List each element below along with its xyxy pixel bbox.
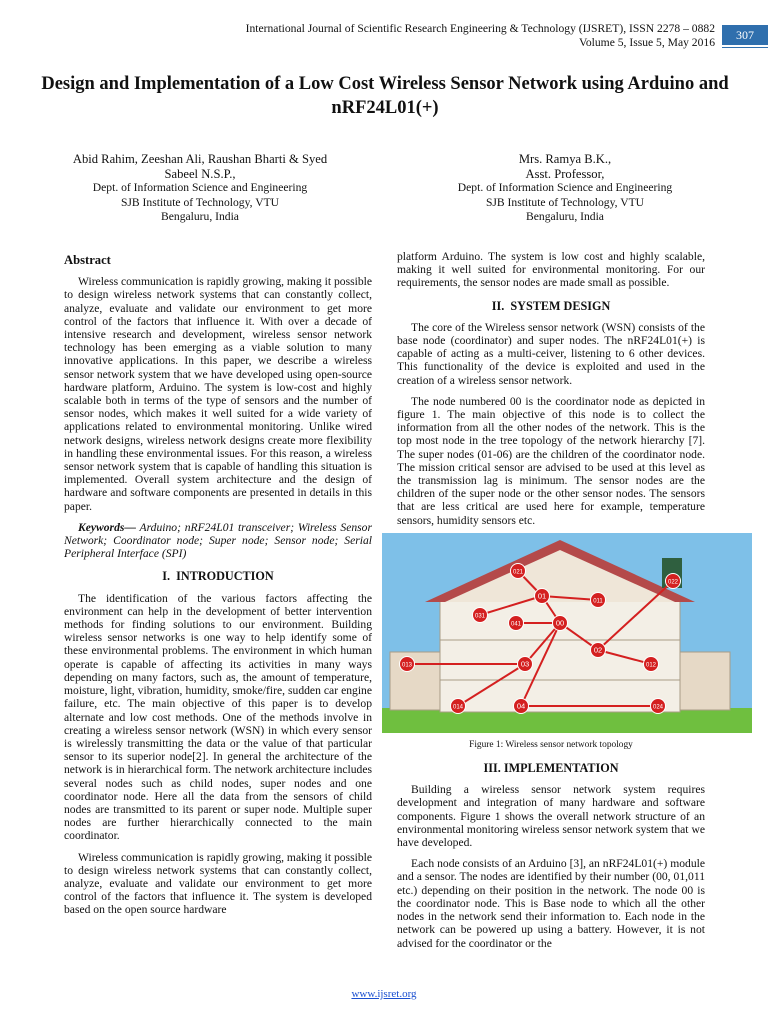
running-header xyxy=(140,22,715,50)
author-block-left xyxy=(40,152,360,225)
keywords xyxy=(64,521,372,561)
author-city: Bengaluru, India xyxy=(161,210,239,223)
node-label-01: 01 xyxy=(537,591,547,601)
author-city: Bengaluru, India xyxy=(526,210,604,223)
node-label-03: 03 xyxy=(520,659,530,669)
author-dept: Dept. of Information Science and Engineering xyxy=(457,181,673,194)
keywords-label: Keywords— xyxy=(78,520,136,534)
node-label-014: 014 xyxy=(452,704,464,711)
node-label-013: 013 xyxy=(401,662,413,669)
journal-name: International Journal of Scientific Research Engineering & Technology (IJSRET), ISSN 2278 – 0882 xyxy=(245,22,715,35)
journal-url-link[interactable]: www.ijsret.org xyxy=(351,988,417,1000)
node-label-024: 024 xyxy=(652,704,664,711)
node-label-041: 041 xyxy=(510,621,522,628)
keywords-text: Arduino; nRF24L01 transceiver; Wireless Sensor Network; Coordinator node; Super node; Sensor node; Serial Peripheral Interface (SPI) xyxy=(64,520,372,561)
section-heading-system-design: II. SYSTEM DESIGN xyxy=(491,298,611,313)
section-heading-introduction: I. INTRODUCTION xyxy=(162,569,274,584)
author-names-line1: Abid Rahim, Zeeshan Ali, Raushan Bharti & Syed xyxy=(72,152,328,166)
author-dept: Dept. of Information Science and Engineering xyxy=(92,181,308,194)
journal-volume: Volume 5, Issue 5, May 2016 xyxy=(578,36,715,49)
node-label-012: 012 xyxy=(645,662,657,669)
header-rule xyxy=(722,47,768,48)
introduction-paragraph-2: Wireless communication is rapidly growing, making it possible to design wireless network systems that can constantly collect, analyze, evaluate and validate our environment to get more control of the factors that influence it. The system is developed based on the open source hardware xyxy=(64,850,372,917)
left-column xyxy=(64,250,372,917)
side-wing-left xyxy=(390,652,440,710)
author-block-right xyxy=(410,152,720,225)
node-label-022: 022 xyxy=(667,579,679,586)
right-column xyxy=(397,250,705,950)
wsn-topology-figure xyxy=(382,533,752,733)
figure-caption: Figure 1: Wireless sensor network topology xyxy=(469,739,633,750)
node-label-00: 00 xyxy=(555,618,565,628)
paper-title: Design and Implementation of a Low Cost Wireless Sensor Network using Arduino and nRF24L01(+) xyxy=(41,74,729,118)
node-label-02: 02 xyxy=(593,645,603,655)
system-design-paragraph-1: The core of the Wireless sensor network (WSN) consists of the base node (coordinator) and super nodes. The nRF24L01(+) is capable of acting as a multi-ceiver, listening to 6 other devices. This functionality of the device is exploited and used in the creation of a wireless sensor network. xyxy=(397,320,705,387)
author-names-line2: Sabeel N.S.P., xyxy=(164,166,236,181)
node-label-011: 011 xyxy=(593,598,603,605)
node-label-04: 04 xyxy=(516,701,526,711)
author-institute: SJB Institute of Technology, VTU xyxy=(120,195,280,209)
node-label-031: 031 xyxy=(474,613,486,620)
implementation-paragraph-2: Each node consists of an Arduino [3], an nRF24L01(+) module and a sensor. The nodes are identified by their number (00, 01,011 etc.) depending on their position in the network. The node 00 is the coordinator node. This is Base node to which all the other nodes in the network send their information to. Each node in the network can be powered up using a battery. However, it is not advised for the coordinator or the xyxy=(397,857,705,950)
author-name: Mrs. Ramya B.K., xyxy=(518,152,612,166)
node-label-021: 021 xyxy=(512,569,524,576)
page-number-badge: 307 xyxy=(722,25,768,45)
footer xyxy=(0,988,768,1000)
system-design-paragraph-2: The node numbered 00 is the coordinator node as depicted in figure 1. The main objective of this node is to collect the information from all the other nodes of the network. This is the top most node in the tree topology of the network hierarchy [7]. The super nodes (01-06) are the children of the coordinator node. The mission critical sensor are advised to be used at this level as the transmission lag is minimum. The sensor nodes are the children of the super node or the other sensor nodes. The sensors that are less critical are used here for example, temperature sensors, humidity sensors etc. xyxy=(397,394,705,527)
abstract-text: Wireless communication is rapidly growing, making it possible to design wireless network systems that can constantly collect, analyze, evaluate and validate our environment to get more control of the factors that influence it. With over a decade of intensive research and development, wireless sensor network technology has been emerging as a viable solution to many innovative applications. In this paper, we describe a wireless sensor network system that we have developed using open-source hardware platform, Arduino. The system is low-cost and highly scalable both in terms of the type of sensors and the number of sensor nodes, which makes it well suited for a wide variety of applications related to environmental monitoring. Unlike wired network designs, wireless network designs create more flexibility in handling these environmental issues. For this reason, a wireless sensor network system that is capable of handling this situation is implemented. Overall system architecture and the design of hardware and software components are presented in details in this paper. xyxy=(64,275,372,513)
abstract-heading: Abstract xyxy=(64,253,111,267)
author-institute: SJB Institute of Technology, VTU xyxy=(485,195,645,209)
side-wing-right xyxy=(680,652,730,710)
implementation-paragraph-1: Building a wireless sensor network system requires development and integration of many hardware and software components. Figure 1 shows the overall network structure of an environmental monitoring wireless sensor network system that we have developed. xyxy=(397,783,705,850)
author-role: Asst. Professor, xyxy=(525,166,605,181)
section-heading-implementation: III. IMPLEMENTATION xyxy=(483,761,619,776)
introduction-paragraph-1: The identification of the various factors affecting the environment can help in the development of better intervention methods for finding solutions to our environment. Building wireless sensor networks is one way to help identify some of these environmental problems. The environment in which human operate is capable of affecting its activities in many ways depending on many factors, such as, the amount of temperature, moisture, light, vibration, humidity, smoke/fire, sudden car engine failure, etc. The main objective of this paper is to develop alternate and low cost methods. One of the methods involve in creating a wireless sensor network (WSN) in which every sensor is wirelessly transmitting the data or the value of that particular sensor to its superior node[2]. In general the architecture of the network is in hierarchical form. The network architecture includes several nodes such as child nodes, super nodes and one coordinator node. Here all the data from the sensors of child nodes are transmitted to its parent or super node. Multiple super nodes are further hierarchically connected to the main coordinator. xyxy=(64,591,372,843)
intro-continuation: platform Arduino. The system is low cost and highly scalable, making it well suited for environmental monitoring. For our requirements, the sensor nodes are made small as possible. xyxy=(397,250,705,290)
